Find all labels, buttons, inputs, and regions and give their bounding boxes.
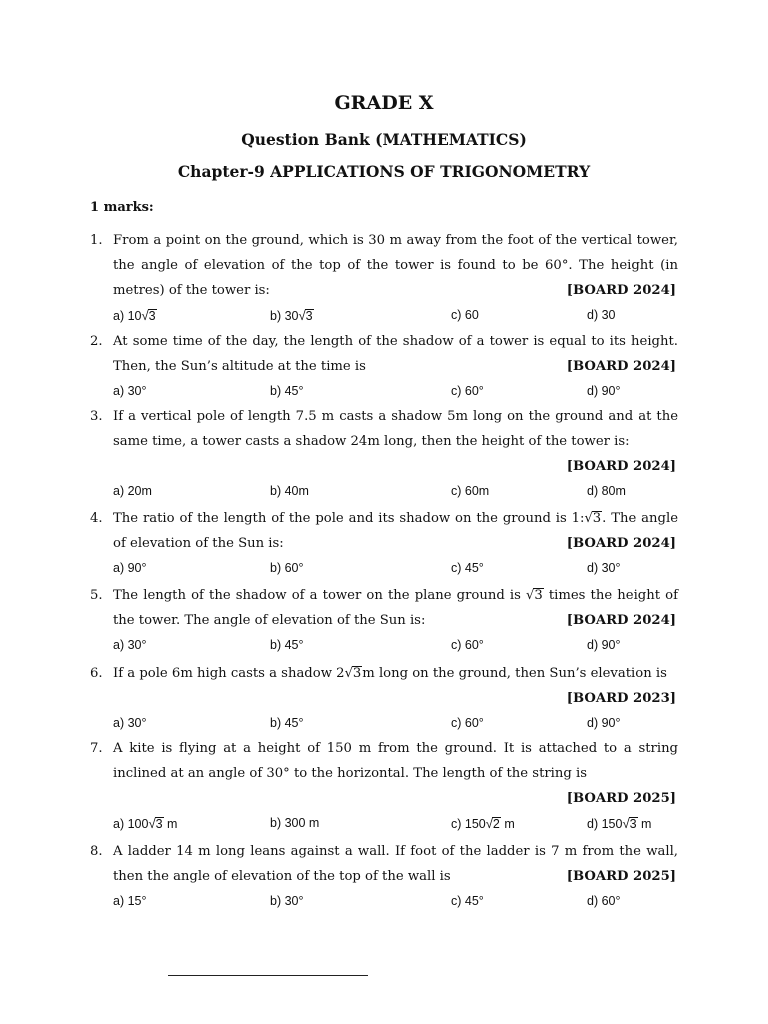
options-row bbox=[90, 889, 678, 914]
option-a: a) 10√3 bbox=[113, 308, 156, 323]
option-b: b) 40m bbox=[270, 484, 309, 498]
question-text: Then, the Sun’s altitude at the time is bbox=[113, 359, 366, 374]
options-row bbox=[90, 479, 678, 504]
question-text: From a point on the ground, which is 30 m away from the foot of the vertical tower, bbox=[113, 233, 678, 248]
board-tag: [BOARD 2024] bbox=[566, 283, 676, 298]
option-c: c) 150√2 m bbox=[451, 816, 515, 831]
board-tag: [BOARD 2024] bbox=[566, 536, 676, 551]
question-text: At some time of the day, the length of the shadow of a tower is equal to its height. bbox=[113, 334, 678, 349]
option-c: c) 45° bbox=[451, 561, 484, 575]
option-d: d) 90° bbox=[587, 384, 621, 398]
option-b: b) 30° bbox=[270, 894, 304, 908]
option-a: a) 90° bbox=[113, 561, 147, 575]
question-text: The length of the shadow of a tower on the plane ground is √3 times the height of bbox=[113, 588, 678, 603]
option-d: d) 90° bbox=[587, 716, 621, 730]
question-number: 8. bbox=[90, 844, 103, 859]
option-c: c) 60° bbox=[451, 384, 484, 398]
option-b: b) 45° bbox=[270, 638, 304, 652]
question-8 bbox=[90, 839, 678, 914]
question-number: 2. bbox=[90, 334, 103, 349]
option-c: c) 60 bbox=[451, 308, 479, 322]
question-text: If a vertical pole of length 7.5 m casts a shadow 5m long on the ground and at the bbox=[113, 409, 678, 424]
question-number: 5. bbox=[90, 588, 103, 603]
chapter-heading: Chapter-9 APPLICATIONS OF TRIGONOMETRY bbox=[177, 162, 591, 181]
option-a: a) 15° bbox=[113, 894, 147, 908]
question-text: inclined at an angle of 30° to the horizontal. The length of the string is bbox=[113, 766, 588, 781]
option-c: c) 45° bbox=[451, 894, 484, 908]
question-number: 6. bbox=[90, 666, 103, 681]
board-tag: [BOARD 2024] bbox=[566, 359, 676, 374]
question-text: metres) of the tower is: bbox=[113, 283, 270, 298]
question-text: the angle of elevation of the top of the tower is found to be 60°. The height (in bbox=[113, 258, 678, 273]
option-a: a) 100√3 m bbox=[113, 816, 178, 831]
option-b: b) 60° bbox=[270, 561, 304, 575]
question-7 bbox=[90, 736, 678, 836]
option-a: a) 20m bbox=[113, 484, 152, 498]
section-label: 1 marks: bbox=[90, 200, 154, 215]
subject-heading: Question Bank (MATHEMATICS) bbox=[241, 130, 527, 149]
options-row bbox=[90, 556, 678, 581]
question-5 bbox=[90, 583, 678, 658]
question-text: The ratio of the length of the pole and its shadow on the ground is 1:√3. The angle bbox=[113, 511, 679, 526]
question-text: A ladder 14 m long leans against a wall. If foot of the ladder is 7 m from the wall, bbox=[113, 844, 678, 859]
question-number: 4. bbox=[90, 511, 103, 526]
option-c: c) 60° bbox=[451, 638, 484, 652]
option-b: b) 30√3 bbox=[270, 308, 313, 323]
option-c: c) 60m bbox=[451, 484, 490, 498]
options-row bbox=[90, 379, 678, 404]
board-tag: [BOARD 2024] bbox=[566, 613, 676, 628]
question-text: same time, a tower casts a shadow 24m long, then the height of the tower is: bbox=[113, 434, 630, 449]
question-4 bbox=[90, 506, 678, 581]
question-3 bbox=[90, 404, 678, 504]
question-text: the tower. The angle of elevation of the Sun is: bbox=[113, 613, 426, 628]
options-row bbox=[90, 711, 678, 736]
question-text: then the angle of elevation of the top of the wall is bbox=[113, 869, 451, 884]
options-row bbox=[90, 303, 678, 328]
question-1 bbox=[90, 228, 678, 328]
grade-heading: GRADE X bbox=[334, 92, 434, 114]
option-b: b) 45° bbox=[270, 384, 304, 398]
options-row bbox=[90, 633, 678, 658]
option-b: b) 300 m bbox=[270, 816, 320, 830]
board-tag: [BOARD 2024] bbox=[566, 459, 676, 474]
question-text: of elevation of the Sun is: bbox=[113, 536, 284, 551]
option-c: c) 60° bbox=[451, 716, 484, 730]
question-number: 3. bbox=[90, 409, 103, 424]
board-tag: [BOARD 2023] bbox=[566, 691, 676, 706]
question-6 bbox=[90, 661, 678, 736]
footer-divider bbox=[168, 975, 368, 976]
option-d: d) 30° bbox=[587, 561, 621, 575]
question-text: A kite is flying at a height of 150 m from the ground. It is attached to a string bbox=[113, 741, 678, 756]
option-b: b) 45° bbox=[270, 716, 304, 730]
question-number: 1. bbox=[90, 233, 103, 248]
question-text: If a pole 6m high casts a shadow 2√3m long on the ground, then Sun’s elevation is bbox=[113, 666, 667, 681]
question-2 bbox=[90, 329, 678, 404]
option-d: d) 60° bbox=[587, 894, 621, 908]
option-d: d) 150√3 m bbox=[587, 816, 652, 831]
option-d: d) 90° bbox=[587, 638, 621, 652]
option-a: a) 30° bbox=[113, 716, 147, 730]
option-d: d) 30 bbox=[587, 308, 616, 322]
options-row bbox=[90, 811, 678, 836]
option-a: a) 30° bbox=[113, 384, 147, 398]
board-tag: [BOARD 2025] bbox=[566, 791, 676, 806]
board-tag: [BOARD 2025] bbox=[566, 869, 676, 884]
option-d: d) 80m bbox=[587, 484, 626, 498]
question-number: 7. bbox=[90, 741, 103, 756]
option-a: a) 30° bbox=[113, 638, 147, 652]
